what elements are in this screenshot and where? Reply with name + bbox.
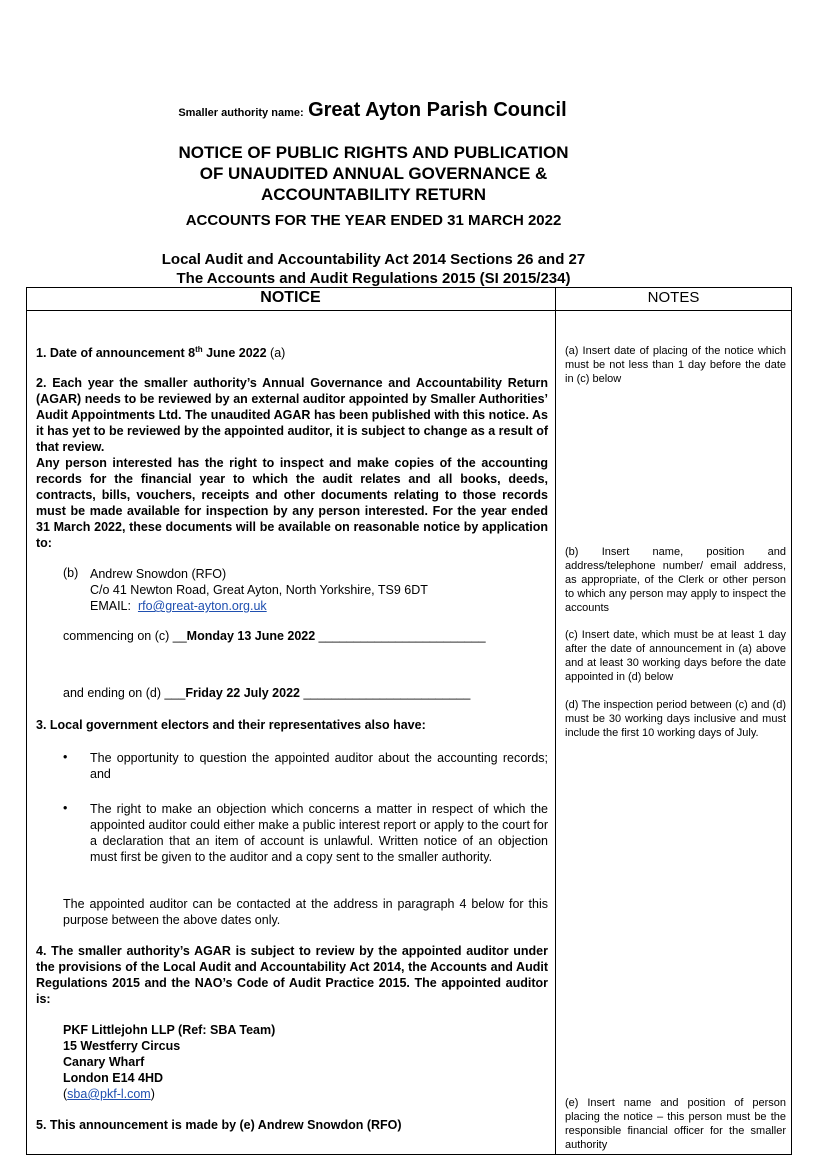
header-divider (27, 310, 791, 311)
ending-date: Friday 22 July 2022 (185, 686, 300, 700)
notice-title (100, 142, 647, 205)
authority-name-line (0, 99, 745, 122)
note-d: (d) The inspection period between (c) and (d) must be 30 working days inclusive and must include the first 10 working days of July. (565, 699, 786, 739)
auditor-email-close: ) (150, 1087, 155, 1101)
authority-name: Great Ayton Parish Council (308, 99, 567, 121)
paragraph-1 (36, 342, 548, 361)
auditor-email-open: ( (63, 1087, 68, 1101)
bullet-1-icon: • (63, 750, 68, 764)
auditor-contact-note: The appointed auditor can be contacted at the address in paragraph 4 below for this purpose between the above dates only. (63, 897, 548, 927)
column-divider (555, 288, 556, 1154)
bullet-2-text: The right to make an objection which concerns a matter in respect of which the appointed auditor could either make a public interest report or apply to the court for a declaration that an item of account is unlawful. Written notice of an objection must first be given to the auditor and a copy sent to the smaller authority. (90, 802, 548, 864)
title-line-1: NOTICE OF PUBLIC RIGHTS AND PUBLICATION (178, 143, 569, 162)
ending-line (63, 686, 470, 700)
auditor-email-line (63, 1086, 275, 1102)
note-a: (a) Insert date of placing of the notice which must be not less than 1 day before the date in (c) below (565, 345, 786, 385)
contact-email-link[interactable]: rfo@great-ayton.org.uk (137, 599, 267, 613)
notes-column-header: NOTES (647, 289, 700, 306)
bullet-1-text: The opportunity to question the appointed auditor about the accounting records; and (90, 751, 548, 781)
contact-email-line (90, 598, 428, 614)
ending-label: and ending on (d) ___ (63, 686, 186, 700)
note-e: (e) Insert name and position of person placing the notice – this person must be the responsible financial officer for the smaller authority (565, 1097, 786, 1151)
commencing-underline: ________________________ (315, 629, 486, 643)
announcement-ref: (a) (266, 346, 286, 361)
auditor-addr-3: London E14 4HD (63, 1071, 164, 1085)
announcement-sup: th (195, 345, 203, 354)
paragraph-2a: 2. Each year the smaller authority’s Annual Governance and Accountability Return (AGAR) needs to be reviewed by an external auditor appointed by Smaller Authorities’ Audit Appointments Ltd. The unaudited AGAR has been published with this notice. As it has yet to be reviewed by the appointed auditor, it is subject to change as a result of that review. (36, 376, 548, 454)
announcement-prefix: 1. Date of announcement 8 (36, 346, 196, 361)
authority-label: Smaller authority name: (178, 107, 304, 119)
title-line-2: OF UNAUDITED ANNUAL GOVERNANCE & (199, 164, 548, 183)
commencing-label: commencing on (c) __ (63, 629, 187, 643)
paragraph-4: 4. The smaller authority’s AGAR is subject to review by the appointed auditor under the provisions of the Local Audit and Accountability Act 2014, the Accounts and Audit Regulations 2015 and the NAO’s Code of Audit Practice 2015. The appointed auditor is: (36, 944, 548, 1006)
bullet-2-icon: • (63, 801, 68, 815)
act-line-2: The Accounts and Audit Regulations 2015 (SI 2015/234) (176, 270, 571, 287)
auditor-name: PKF Littlejohn LLP (Ref: SBA Team) (63, 1023, 276, 1037)
act-line-1: Local Audit and Accountability Act 2014 Sections 26 and 27 (161, 251, 586, 268)
contact-address: C/o 41 Newton Road, Great Ayton, North Yorkshire, TS9 6DT (90, 583, 428, 597)
ending-underline: ________________________ (299, 686, 471, 700)
auditor-email-link[interactable]: sba@pkf-l.com (67, 1087, 151, 1101)
auditor-addr-2: Canary Wharf (63, 1055, 145, 1069)
contact-ref: (b) (63, 566, 79, 580)
note-b: (b) Insert name, position and address/telephone number/ email address, as appropriate, of the Clerk or other person to which any person may apply to inspect the accounts (565, 546, 786, 614)
contact-block (90, 566, 428, 614)
note-c: (c) Insert date, which must be at least 1 day after the date of announcement in (a) above and at least 30 working days before the date appointed in (d) below (565, 629, 786, 683)
auditor-addr-1: 15 Westferry Circus (63, 1039, 181, 1053)
contact-name: Andrew Snowdon (RFO) (90, 567, 227, 581)
paragraph-2b: Any person interested has the right to inspect and make copies of the accounting records for the financial year to which the audit relates and all books, deeds, contracts, bills, vouchers, receipts and other documents relating to those records must be made available for inspection by any person interested. For the year ended 31 March 2022, these documents will be available on reasonable notice by application to: (36, 456, 548, 550)
title-line-3: ACCOUNTABILITY RETURN (260, 185, 487, 204)
accounts-heading: ACCOUNTS FOR THE YEAR ENDED 31 MARCH 2022 (185, 212, 562, 229)
paragraph-3: 3. Local government electors and their representatives also have: (36, 718, 426, 732)
notice-column-header: NOTICE (260, 289, 321, 306)
contact-email-label: EMAIL: (90, 599, 131, 613)
commencing-date: Monday 13 June 2022 (186, 629, 316, 643)
paragraph-5: 5. This announcement is made by (e) Andrew Snowdon (RFO) (36, 1118, 402, 1132)
announcement-date: June 2022 (202, 346, 267, 361)
commencing-line (63, 629, 486, 643)
auditor-address (63, 1022, 275, 1102)
legislation-heading (60, 250, 687, 288)
